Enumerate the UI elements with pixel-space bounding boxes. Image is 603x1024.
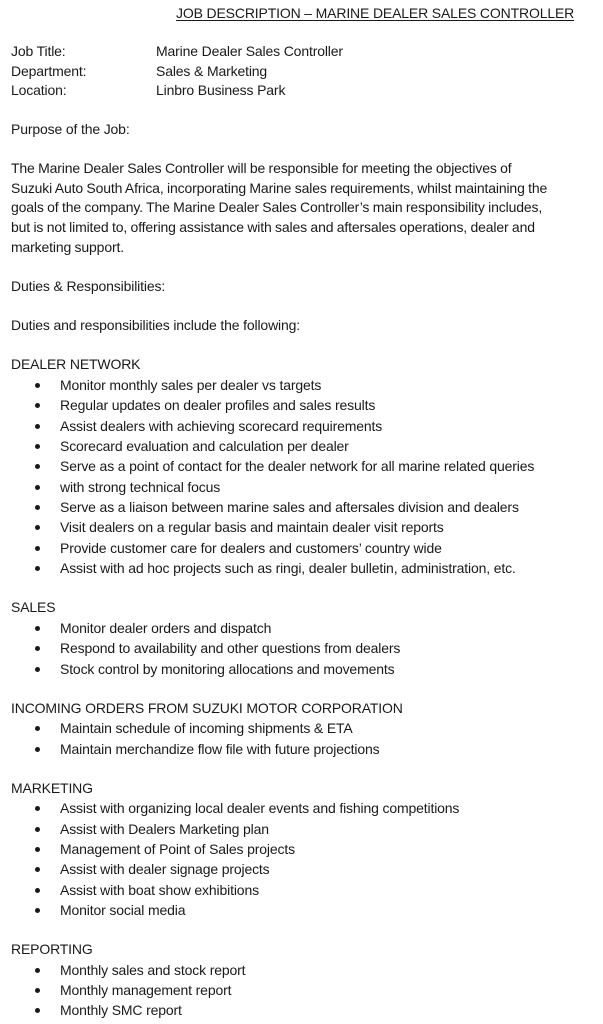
spacer (11, 920, 599, 940)
meta-row-job-title (11, 42, 343, 62)
list-item (11, 900, 599, 920)
bullet-icon (35, 403, 40, 408)
list-item (11, 558, 599, 578)
section-reporting (11, 940, 599, 1021)
bullet-list (11, 375, 599, 579)
list-item-text: Stock control by monitoring allocations and movements (60, 660, 395, 677)
bullet-icon (35, 383, 40, 388)
bullet-icon (35, 566, 40, 571)
bullet-icon (35, 505, 40, 510)
list-item-text: Assist with ad hoc projects such as ringi, dealer bulletin, administration, etc. (60, 560, 516, 577)
section-heading: SALES (11, 599, 56, 616)
bullet-icon (35, 464, 40, 469)
list-item (11, 497, 599, 517)
list-item-text: Monitor social media (60, 902, 186, 919)
list-item-text: Scorecard evaluation and calculation per dealer (60, 437, 349, 454)
purpose-line: goals of the company. The Marine Dealer Sales Controller’s main responsibility includes, (11, 199, 543, 216)
bullet-icon (35, 888, 40, 893)
list-item (11, 436, 599, 456)
list-item-text: Respond to availability and other questions from dealers (60, 640, 401, 657)
list-item (11, 618, 599, 638)
list-item-text: Monthly SMC report (60, 1002, 182, 1019)
bullet-icon (35, 968, 40, 973)
section-marketing (11, 779, 599, 941)
bullet-icon (35, 747, 40, 752)
list-item-text: Assist with Dealers Marketing plan (60, 820, 269, 837)
purpose-line: Suzuki Auto South Africa, incorporating Marine sales requirements, whilst maintaining the (11, 179, 548, 196)
section-heading: INCOMING ORDERS FROM SUZUKI MOTOR CORPORATION (11, 699, 403, 716)
list-item-text: Serve as a point of contact for the dealer network for all marine related queries (60, 458, 535, 475)
duties-heading: Duties & Responsibilities: (11, 277, 166, 294)
bullet-icon (35, 988, 40, 993)
meta-value: Marine Dealer Sales Controller (156, 43, 343, 59)
bullet-icon (35, 1008, 40, 1013)
list-item (11, 1000, 599, 1020)
meta-label: Department: (11, 62, 87, 79)
list-item (11, 517, 599, 537)
section-heading: DEALER NETWORK (11, 356, 141, 373)
list-item (11, 456, 599, 476)
bullet-icon (35, 806, 40, 811)
bullet-list (11, 618, 599, 679)
job-meta (11, 42, 343, 101)
list-item (11, 839, 599, 859)
spacer (11, 257, 599, 277)
bullet-list (11, 960, 599, 1021)
list-item-text: Maintain schedule of incoming shipments & ETA (60, 720, 353, 737)
list-item (11, 859, 599, 879)
list-item-text: with strong technical focus (60, 478, 221, 495)
list-item (11, 538, 599, 558)
bullet-icon (35, 667, 40, 672)
purpose-line: but is not limited to, offering assistance with sales and aftersales operations, dealer and (11, 218, 535, 235)
list-item (11, 819, 599, 839)
purpose-paragraph (11, 159, 599, 257)
list-item-text: Monthly management report (60, 982, 232, 999)
list-item-text: Monthly sales and stock report (60, 961, 246, 978)
list-item (11, 960, 599, 980)
bullet-list (11, 718, 599, 759)
list-item (11, 477, 599, 497)
list-item-text: Visit dealers on a regular basis and maintain dealer visit reports (60, 519, 444, 536)
list-item-text: Assist dealers with achieving scorecard requirements (60, 417, 383, 434)
list-item (11, 980, 599, 1000)
list-item-text: Serve as a liaison between marine sales and aftersales division and dealers (60, 499, 519, 516)
list-item (11, 375, 599, 395)
bullet-icon (35, 847, 40, 852)
list-item (11, 739, 599, 759)
list-item (11, 416, 599, 436)
list-item-text: Regular updates on dealer profiles and sales results (60, 397, 376, 414)
bullet-icon (35, 546, 40, 551)
bullet-icon (35, 444, 40, 449)
meta-label: Location: (11, 82, 67, 99)
list-item (11, 659, 599, 679)
bullet-icon (35, 525, 40, 530)
list-item-text: Provide customer care for dealers and customers’ country wide (60, 539, 442, 556)
list-item-text: Maintain merchandize flow file with future projections (60, 740, 380, 757)
document-body (11, 120, 599, 1021)
list-item-text: Assist with boat show exhibitions (60, 881, 259, 898)
spacer (11, 679, 599, 699)
spacer (11, 296, 599, 316)
bullet-icon (35, 485, 40, 490)
list-item-text: Assist with dealer signage projects (60, 861, 270, 878)
bullet-icon (35, 908, 40, 913)
list-item (11, 718, 599, 738)
meta-label: Job Title: (11, 43, 66, 59)
section-incoming-orders-from-suzuki-motor-corporation (11, 699, 599, 779)
list-item (11, 880, 599, 900)
spacer (11, 759, 599, 779)
duty-sections (11, 355, 599, 1021)
list-item-text: Management of Point of Sales projects (60, 840, 295, 857)
list-item (11, 798, 599, 818)
bullet-icon (35, 726, 40, 731)
list-item-text: Assist with organizing local dealer events and fishing competitions (60, 800, 460, 817)
section-dealer-network (11, 355, 599, 598)
list-item (11, 395, 599, 415)
meta-row-location (11, 81, 343, 101)
purpose-heading: Purpose of the Job: (11, 121, 130, 137)
purpose-line: The Marine Dealer Sales Controller will be responsible for meeting the objectives of (11, 160, 512, 177)
meta-row-department (11, 62, 343, 82)
bullet-icon (35, 867, 40, 872)
spacer (11, 336, 599, 356)
spacer (11, 579, 599, 599)
meta-value: Sales & Marketing (156, 62, 268, 79)
duties-intro: Duties and responsibilities include the following: (11, 316, 301, 333)
purpose-line: marketing support. (11, 238, 124, 255)
section-heading: REPORTING (11, 941, 93, 958)
bullet-icon (35, 646, 40, 651)
bullet-list (11, 798, 599, 920)
spacer (11, 140, 599, 160)
bullet-icon (35, 424, 40, 429)
list-item-text: Monitor dealer orders and dispatch (60, 619, 272, 636)
section-heading: MARKETING (11, 779, 93, 796)
document-title: JOB DESCRIPTION – MARINE DEALER SALES CONTROLLER (176, 5, 575, 21)
bullet-icon (35, 827, 40, 832)
bullet-icon (35, 626, 40, 631)
list-item (11, 638, 599, 658)
section-sales (11, 598, 599, 698)
meta-value: Linbro Business Park (156, 82, 286, 99)
list-item-text: Monitor monthly sales per dealer vs targets (60, 376, 322, 393)
